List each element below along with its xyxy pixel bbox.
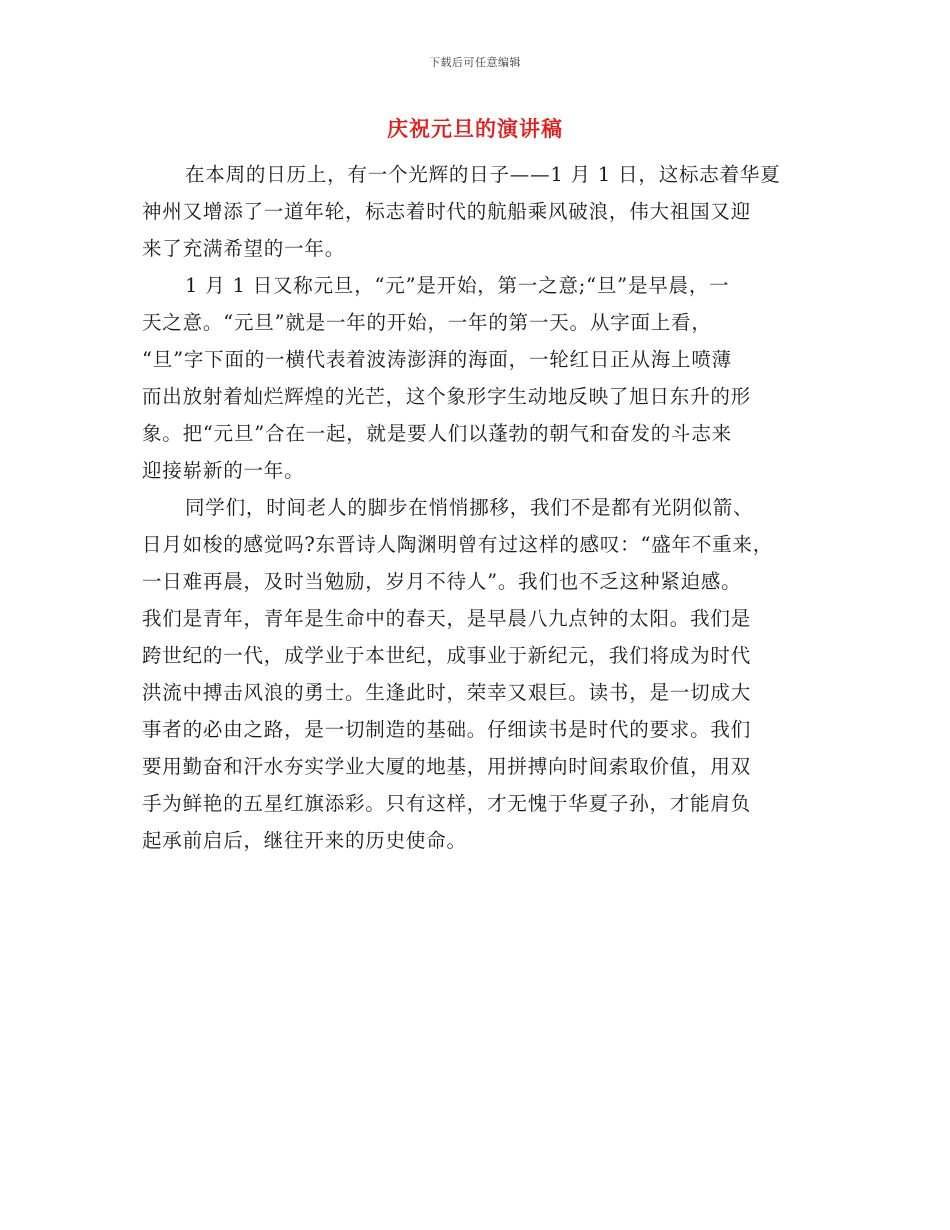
- paragraph-line: 同学们，时间老人的脚步在悄悄挪移，我们不是都有光阴似箭、: [185, 496, 754, 519]
- paragraph-2: [142, 267, 822, 489]
- paragraph-line: 神州又增添了一道年轮，标志着时代的航船乘风破浪，伟大祖国又迎: [142, 200, 752, 223]
- paragraph-line: 起承前启后，继往开来的历史使命。: [142, 829, 467, 852]
- paragraph-line: 迎接崭新的一年。: [142, 459, 305, 482]
- paragraph-1: [142, 156, 822, 267]
- paragraph-line: 来了充满希望的一年。: [142, 237, 346, 260]
- paragraph-line: 一日难再晨，及时当勉励，岁月不待人”。我们也不乏这种紧迫感。: [142, 570, 742, 593]
- paragraph-line: 要用勤奋和汗水夯实学业大厦的地基，用拼搏向时间索取价值，用双: [142, 755, 752, 778]
- paragraph-line: 象。把“元旦”合在一起，就是要人们以蓬勃的朝气和奋发的斗志来: [142, 422, 732, 445]
- paragraph-3: [142, 489, 822, 859]
- paragraph-line: 而出放射着灿烂辉煌的光芒，这个象形字生动地反映了旭日东升的形: [142, 385, 752, 408]
- paragraph-line: 事者的必由之路，是一切制造的基础。仔细读书是时代的要求。我们: [142, 718, 752, 741]
- paragraph-line: 洪流中搏击风浪的勇士。生逢此时，荣幸又艰巨。读书，是一切成大: [142, 681, 752, 704]
- paragraph-line: 在本周的日历上，有一个光辉的日子——1 月 1 日，这标志着华夏: [185, 163, 781, 186]
- paragraph-line: “旦”字下面的一横代表着波涛澎湃的海面，一轮红日正从海上喷薄: [142, 348, 732, 371]
- paragraph-line: 天之意。“元旦”就是一年的开始，一年的第一天。从字面上看，: [142, 311, 712, 334]
- paragraph-line: 跨世纪的一代，成学业于本世纪，成事业于新纪元，我们将成为时代: [142, 644, 752, 667]
- document-body: [142, 156, 822, 859]
- paragraph-line: 1 月 1 日又称元旦，“元”是开始，第一之意;“旦”是早晨，一: [185, 274, 730, 297]
- page-header-note: 下载后可任意编辑: [429, 56, 521, 69]
- paragraph-line: 我们是青年，青年是生命中的春天，是早晨八九点钟的太阳。我们是: [142, 607, 752, 630]
- document-title: 庆祝元旦的演讲稿: [387, 117, 563, 141]
- paragraph-line: 日月如梭的感觉吗?东晋诗人陶渊明曾有过这样的感叹：“盛年不重来，: [142, 533, 774, 556]
- paragraph-line: 手为鲜艳的五星红旗添彩。只有这样，才无愧于华夏子孙，才能肩负: [142, 792, 752, 815]
